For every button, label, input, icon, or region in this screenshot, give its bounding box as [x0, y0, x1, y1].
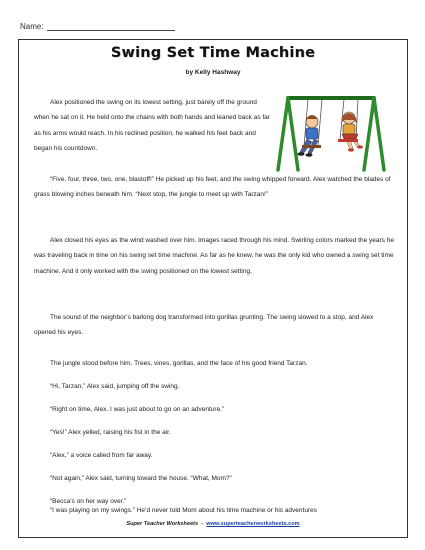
story-paragraph: “Five, four, three, two, one, blastoff!” He picked up his feet, and the swing whipped forward. Alex watched the blades of grass blowing inches beneath him. “Next stop, the jungle to meet up with Tarzan!” — [34, 176, 391, 199]
story-paragraph: “Yes!” Alex yelled, raising his fist in the air. — [50, 429, 171, 436]
story-paragraph: “Alex,” a voice called from far away. — [50, 452, 153, 459]
story-paragraph: “Not again,” Alex said, turning toward the house. “What, Mom?” — [50, 475, 232, 482]
name-field — [20, 22, 175, 31]
footer-brand: Super Teacher Worksheets — [126, 521, 199, 527]
story-paragraph: “Right on time, Alex. I was just about to go on an adventure.” — [50, 406, 225, 413]
story-paragraph: Alex closed his eyes as the wind washed over him. Images raced through his mind. Swirling colors marked the years he was traveling back in time on his swing set time machine. As far as he knew, he was the only kid who owned a swing set time machine. And it only worked with the swing positioned on the lowest setting. — [34, 237, 394, 275]
story-paragraph: The sound of the neighbor’s barking dog transformed into gorillas grunting. The swing slowed to a stop, and Alex opened his eyes. — [34, 314, 374, 337]
worksheet-author: by Kelly Hashway — [185, 69, 241, 76]
swing-frame-icon — [278, 98, 384, 170]
footer-separator: - — [201, 521, 204, 527]
name-blank-line — [47, 22, 175, 31]
girl-icon — [338, 112, 363, 152]
story-paragraph: The jungle stood before him. Trees, vines, gorillas, and the face of his good friend Tarzan. — [50, 360, 308, 367]
boy-icon — [298, 115, 322, 157]
story-paragraph: “Hi, Tarzan,” Alex said, jumping off the swing. — [50, 383, 180, 390]
story-paragraph: “I was playing on my swings.” He’d never told Mom about his time machine or his adventures — [50, 507, 317, 514]
worksheet-title: Swing Set Time Machine — [110, 45, 316, 61]
worksheet-footer — [18, 521, 408, 527]
swing-set-illustration — [274, 92, 386, 172]
footer-url-link[interactable]: www.superteacherworksheets.com — [206, 521, 300, 527]
story-paragraph: “Becca’s on her way over.” — [50, 498, 127, 505]
name-label: Name: — [20, 22, 44, 31]
story-paragraph: Alex positioned the swing on its lowest setting, just barely off the ground when he sat on it. He held onto the chains with both hands and leaned back as far as his arms would reach. In his reclined position, he walked his feet back and began his countdown. — [34, 99, 270, 153]
